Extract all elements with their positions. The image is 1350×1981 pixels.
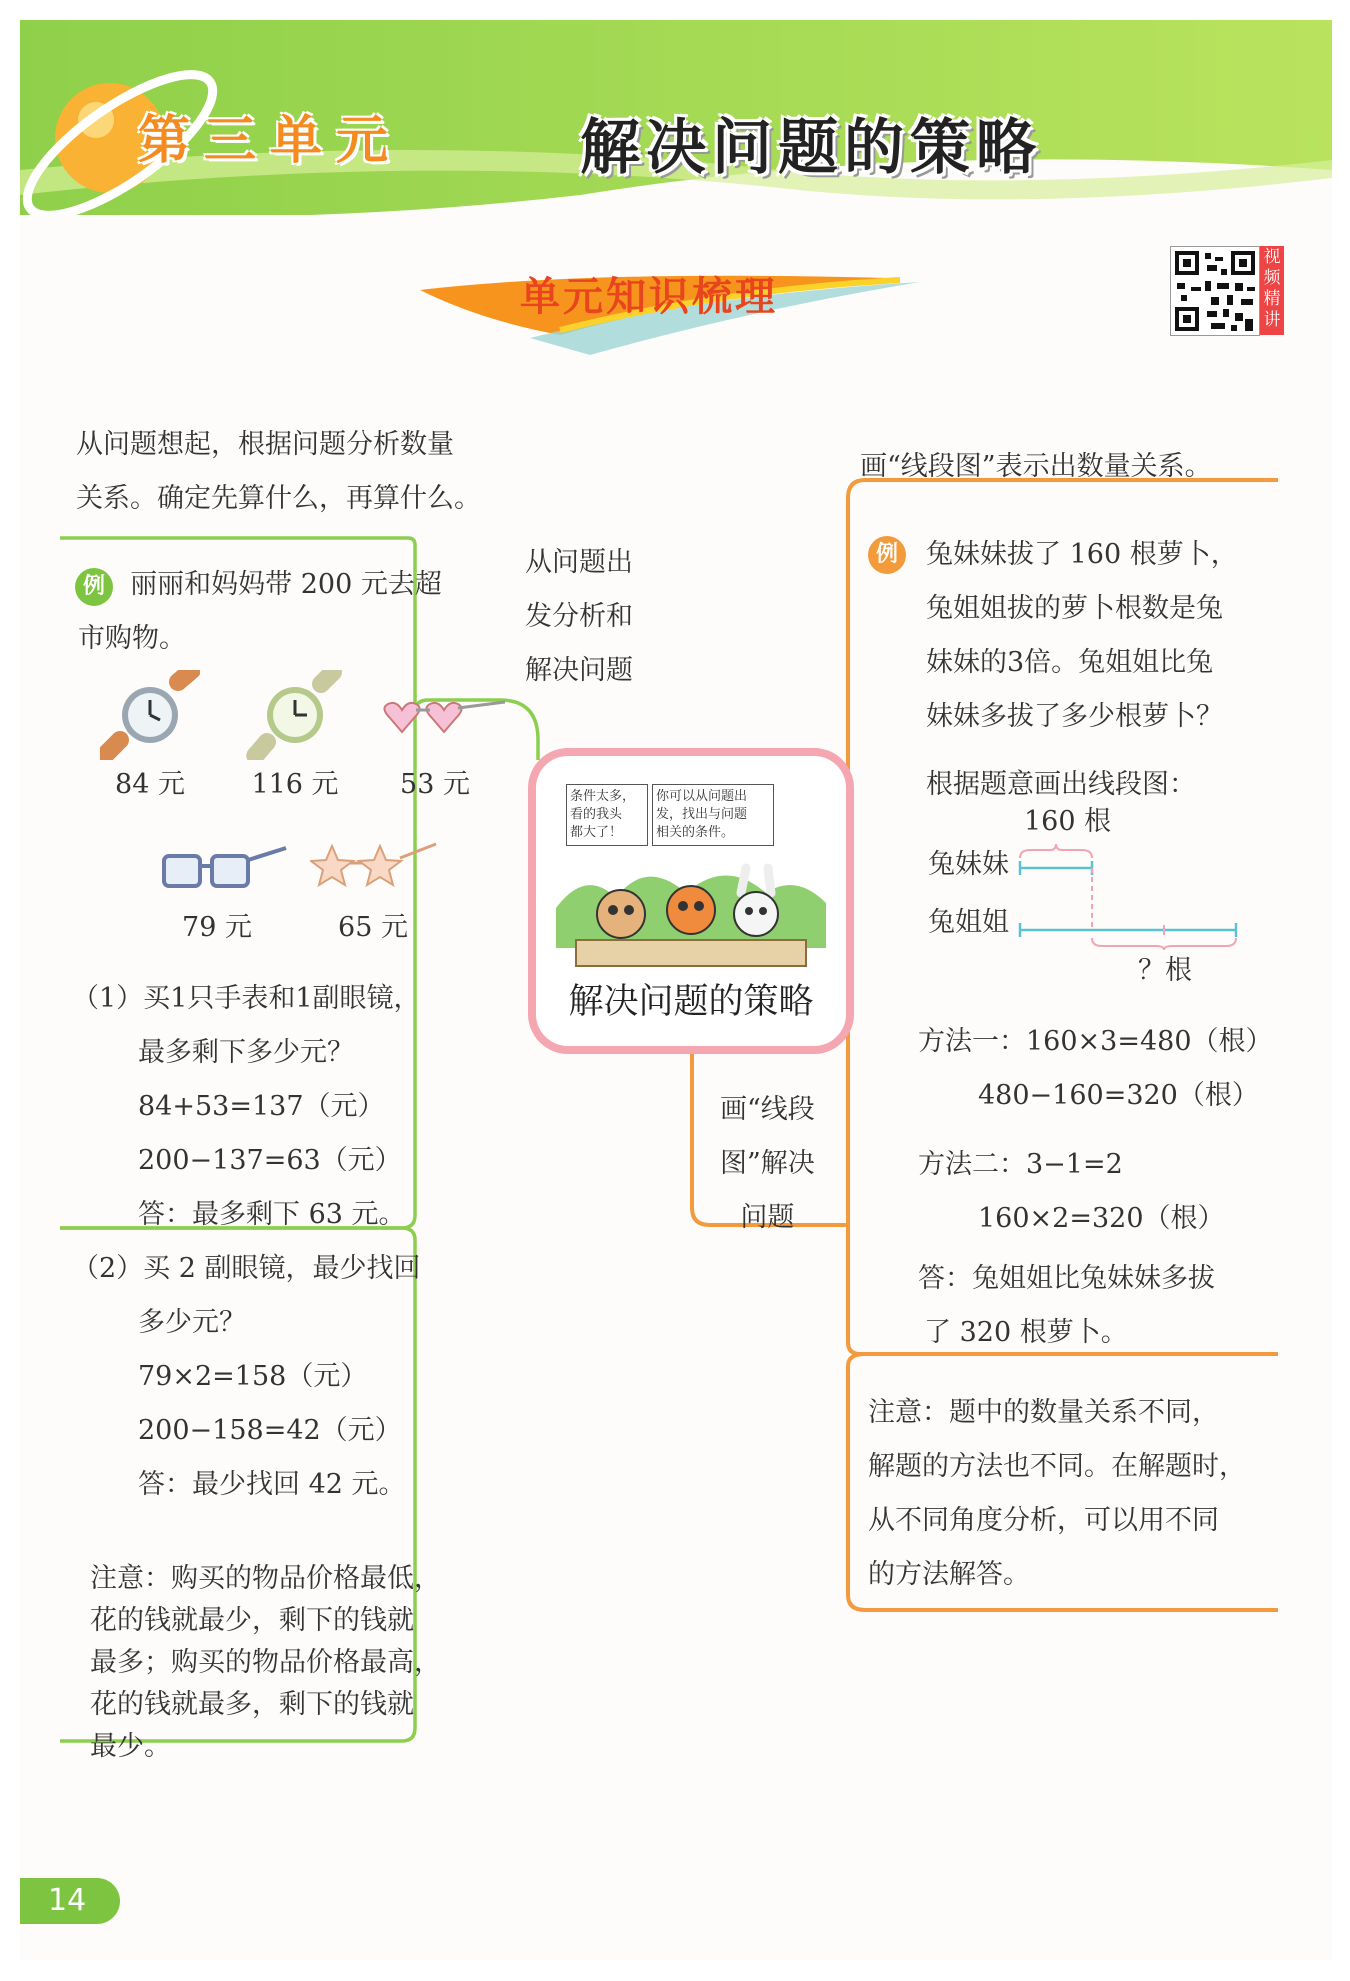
branch-text-line: 画“线段 bbox=[720, 1094, 815, 1125]
solution-line: 200−158=42（元） bbox=[138, 1415, 402, 1446]
price-label: 53 元 bbox=[400, 769, 470, 800]
branch-text-line: 发分析和 bbox=[525, 601, 633, 632]
left-note bbox=[90, 1558, 441, 1768]
answer-line: 答：最多剩下 63 元。 bbox=[138, 1199, 406, 1230]
center-branch-bottom bbox=[720, 1083, 815, 1245]
note-line: 解题的方法也不同。在解题时， bbox=[868, 1451, 1246, 1482]
branch-text-line: 图”解决 bbox=[720, 1148, 815, 1179]
example-text-line: 兔妹妹拔了 160 根萝卜， bbox=[926, 539, 1238, 570]
example-text-line: 妹妹多拔了多少根萝卜？ bbox=[926, 701, 1223, 732]
question-line: 最多剩下多少元？ bbox=[138, 1037, 354, 1068]
note-line: 花的钱就最多，剩下的钱就 bbox=[90, 1689, 414, 1720]
unit-label: 第三单元 bbox=[138, 111, 403, 171]
speech-bubble-left: 条件太多， 看的我头 都大了！ bbox=[566, 784, 648, 846]
right-intro: 画“线段图”表示出数量关系。 bbox=[860, 451, 1212, 482]
question-2 bbox=[72, 1242, 421, 1512]
price-label: 79 元 bbox=[182, 912, 252, 943]
note-line: 最少。 bbox=[90, 1731, 171, 1762]
diagram-label-160: 160 根 bbox=[1024, 806, 1112, 837]
price-label: 116 元 bbox=[251, 769, 339, 800]
right-note bbox=[868, 1386, 1246, 1602]
qr-video-label: 视频精讲 bbox=[1260, 246, 1284, 335]
diagram-row-label: 兔妹妹 bbox=[928, 849, 1009, 880]
method-two bbox=[918, 1138, 1225, 1246]
star-glasses-icon bbox=[310, 838, 440, 902]
note-line: 从不同角度分析，可以用不同 bbox=[868, 1505, 1219, 1536]
example-text-line: 市购物。 bbox=[78, 623, 186, 654]
method-line: 480−160=320（根） bbox=[978, 1080, 1259, 1111]
solution-line: 84+53=137（元） bbox=[138, 1091, 385, 1122]
diagram-intro: 根据题意画出线段图： bbox=[926, 769, 1196, 800]
note-line: 注意：题中的数量关系不同， bbox=[868, 1397, 1219, 1428]
left-intro-line: 从问题想起，根据问题分析数量 bbox=[76, 429, 454, 460]
page-title: 解决问题的策略 bbox=[580, 113, 1042, 183]
left-example bbox=[75, 558, 442, 666]
right-answer bbox=[918, 1252, 1215, 1360]
question-line: （1）买1只手表和1副眼镜， bbox=[72, 983, 421, 1014]
method-one bbox=[918, 1015, 1273, 1123]
section-subtitle: 单元知识梳理 bbox=[520, 274, 778, 320]
speech-bubble-right: 你可以从问题出 发，找出与问题 相关的条件。 bbox=[652, 784, 774, 846]
qr-code-icon[interactable] bbox=[1170, 246, 1260, 336]
note-line: 的方法解答。 bbox=[868, 1559, 1030, 1590]
center-topic-title: 解决问题的策略 bbox=[568, 982, 814, 1022]
question-line: （2）买 2 副眼镜，最少找回 bbox=[72, 1253, 421, 1284]
right-example bbox=[868, 528, 1238, 744]
answer-line: 了 320 根萝卜。 bbox=[924, 1317, 1128, 1348]
note-line: 最多；购买的物品价格最高， bbox=[90, 1647, 441, 1678]
price-label: 84 元 bbox=[115, 769, 185, 800]
example-text-line: 兔姐姐拔的萝卜根数是兔 bbox=[926, 593, 1223, 624]
question-line: 多少元？ bbox=[138, 1307, 246, 1338]
example-badge: 例 bbox=[868, 536, 906, 574]
page-number: 14 bbox=[20, 1878, 120, 1924]
wristwatch-icon bbox=[245, 670, 345, 760]
line-segment-diagram bbox=[1010, 840, 1260, 950]
example-text-line: 丽丽和妈妈带 200 元去超 bbox=[130, 569, 442, 600]
method-line: 方法二：3−1=2 bbox=[918, 1149, 1123, 1180]
branch-text-line: 解决问题 bbox=[525, 655, 633, 686]
solution-line: 79×2=158（元） bbox=[138, 1361, 368, 1392]
note-line: 注意：购买的物品价格最低， bbox=[90, 1563, 441, 1594]
textbook-page bbox=[20, 20, 1332, 1960]
example-text-line: 妹妹的3倍。兔姐姐比兔 bbox=[926, 647, 1214, 678]
diagram-question-label: ？根 bbox=[1138, 955, 1192, 986]
left-intro bbox=[76, 418, 481, 526]
answer-line: 答：最少找回 42 元。 bbox=[138, 1469, 406, 1500]
answer-line: 答：兔姐姐比兔妹妹多拔 bbox=[918, 1263, 1215, 1294]
example-badge: 例 bbox=[75, 568, 113, 606]
wristwatch-icon bbox=[100, 670, 200, 760]
price-label: 65 元 bbox=[338, 912, 408, 943]
branch-text-line: 问题 bbox=[740, 1202, 795, 1233]
center-branch-top bbox=[525, 536, 633, 698]
question-1 bbox=[72, 972, 421, 1242]
method-line: 方法一：160×3=480（根） bbox=[918, 1026, 1273, 1057]
left-intro-line: 关系。确定先算什么，再算什么。 bbox=[76, 483, 481, 514]
branch-text-line: 从问题出 bbox=[525, 547, 633, 578]
solution-line: 200−137=63（元） bbox=[138, 1145, 402, 1176]
square-glasses-icon bbox=[160, 842, 290, 902]
cartoon-animals-illustration bbox=[556, 848, 826, 968]
center-topic-box bbox=[528, 748, 854, 1054]
diagram-row-label: 兔姐姐 bbox=[928, 907, 1009, 938]
method-line: 160×2=320（根） bbox=[978, 1203, 1225, 1234]
heart-glasses-icon bbox=[380, 700, 510, 760]
note-line: 花的钱就最少，剩下的钱就 bbox=[90, 1605, 414, 1636]
